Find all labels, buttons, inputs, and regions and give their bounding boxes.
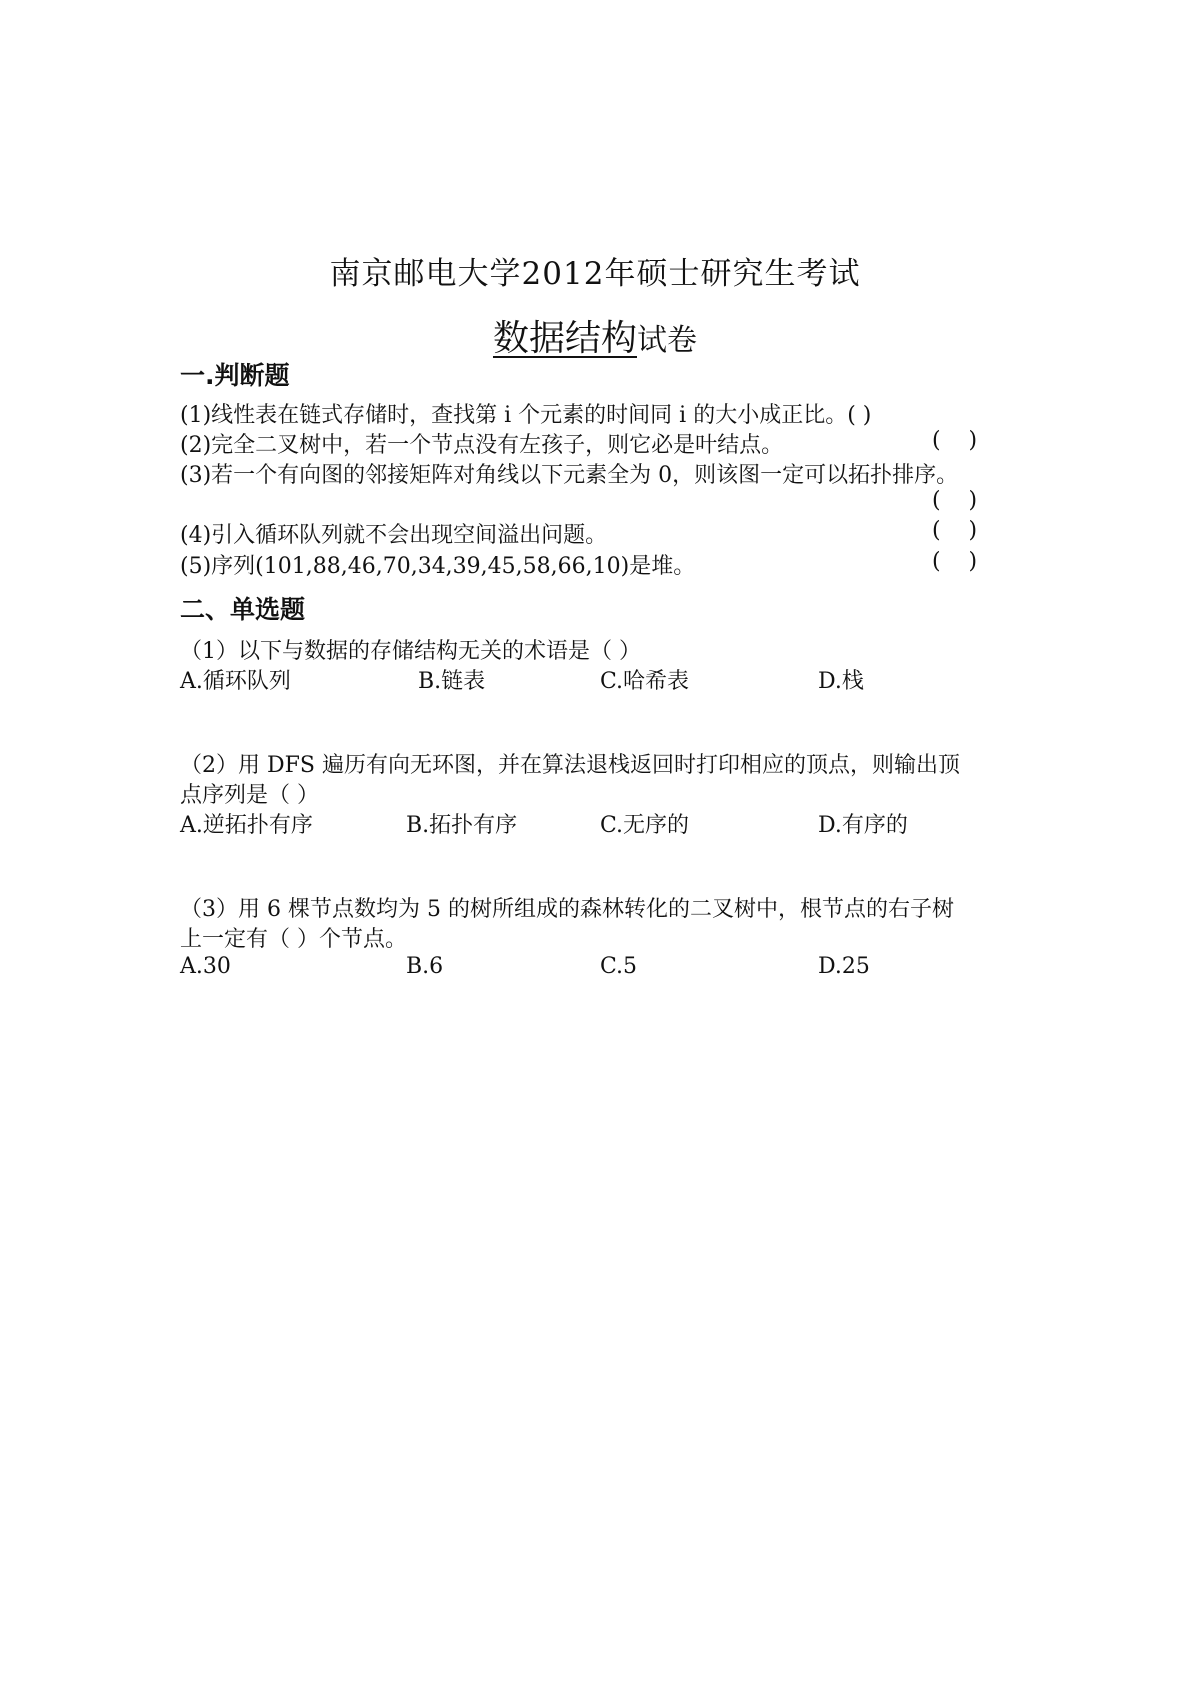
tf-answer-blank-3: ( ) [932, 488, 978, 513]
mc-question-2-option-c: C.无序的 [600, 813, 690, 838]
mc-question-3-option-c: C.5 [600, 954, 638, 979]
mc-question-3-option-a: A.30 [180, 954, 231, 979]
mc-question-3-stem-line-2: 上一定有（ ）个节点。 [180, 927, 407, 952]
mc-question-2-option-a: A.逆拓扑有序 [180, 813, 313, 838]
section-heading-true-false: 一.判断题 [180, 361, 290, 390]
mc-question-3-option-b: B.6 [406, 954, 444, 979]
subtitle-suffix: 试卷 [637, 323, 697, 358]
mc-question-2-option-b: B.拓扑有序 [406, 813, 518, 838]
mc-question-3-stem-line-1: （3）用 6 棵节点数均为 5 的树所组成的森林转化的二叉树中，根节点的右子树 [180, 897, 954, 922]
mc-question-1-option-c: C.哈希表 [600, 669, 690, 694]
tf-answer-blank-5: ( ) [932, 549, 978, 574]
mc-question-1-option-a: A.循环队列 [180, 669, 291, 694]
tf-answer-blank-4: ( ) [932, 518, 978, 543]
exam-title: 南京邮电大学2012年硕士研究生考试 [329, 256, 861, 292]
section-heading-multiple-choice: 二、单选题 [180, 595, 306, 624]
tf-question-5: (5)序列(101,88,46,70,34,39,45,58,66,10)是堆。 [180, 554, 696, 579]
subject-name: 数据结构 [492, 318, 637, 359]
exam-subtitle [0, 310, 1190, 361]
tf-question-2: (2)完全二叉树中，若一个节点没有左孩子，则它必是叶结点。 [180, 433, 784, 458]
tf-question-3: (3)若一个有向图的邻接矩阵对角线以下元素全为 0，则该图一定可以拓扑排序。 [180, 463, 959, 488]
mc-question-1-option-b: B.链表 [418, 669, 486, 694]
tf-answer-blank-2: ( ) [932, 428, 978, 453]
mc-question-2-stem-line-2: 点序列是（ ） [180, 783, 319, 808]
tf-question-1: (1)线性表在链式存储时，查找第 i 个元素的时间同 i 的大小成正比。( ) [180, 403, 872, 428]
tf-question-4: (4)引入循环队列就不会出现空间溢出问题。 [180, 523, 608, 548]
mc-question-3-option-d: D.25 [818, 954, 870, 979]
mc-question-1-stem: （1）以下与数据的存储结构无关的术语是（ ） [180, 639, 641, 664]
mc-question-2-option-d: D.有序的 [818, 813, 908, 838]
mc-question-2-stem-line-1: （2）用 DFS 遍历有向无环图，并在算法退栈返回时打印相应的顶点，则输出顶 [180, 753, 960, 778]
mc-question-1-option-d: D.栈 [818, 669, 864, 694]
